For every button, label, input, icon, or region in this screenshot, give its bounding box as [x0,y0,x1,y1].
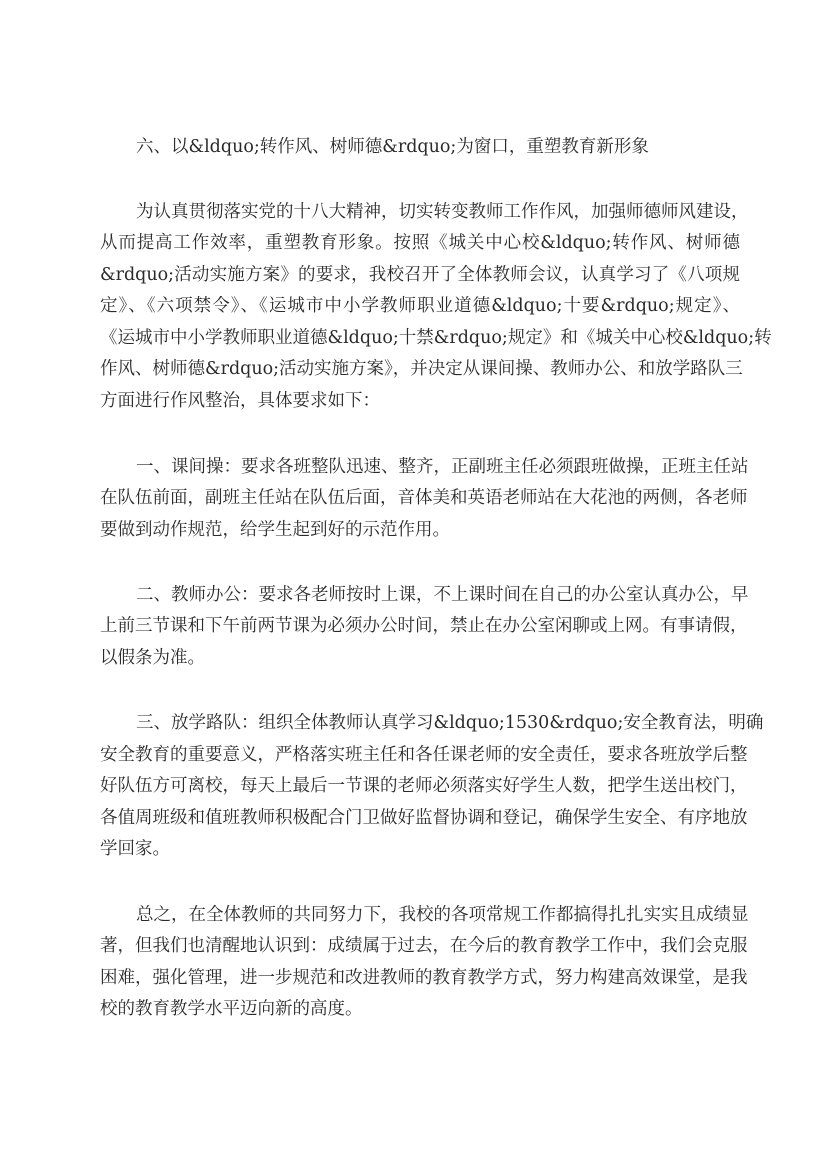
paragraph-1-line: 定》、《六项禁令》、《运城市中小学教师职业道德&ldquo;十要&rdquo;规定》、 [100,296,740,316]
paragraph-1-line: 作风、树师德&rdquo;活动实施方案》，并决定从课间操、教师办公、和放学路队三 [100,359,743,379]
paragraph-2-line: 一、课间操：要求各班整队迅速、整齐，正副班主任必须跟班做操，正班主任站 [136,457,749,477]
section-heading: 六、以&ldquo;转作风、树师德&rdquo;为窗口，重塑教育新形象 [136,137,649,157]
paragraph-1-line: 方面进行作风整治，具体要求如下： [100,391,380,411]
paragraph-5-line: 困难，强化管理，进一步规范和改进教师的教育教学方式，努力构建高效课堂，是我 [100,968,748,988]
paragraph-1-line: 《运城市中小学教师职业道德&ldquo;十禁&rdquo;规定》和《城关中心校&ldquo;转 [100,328,772,348]
paragraph-4-line: 各值周班级和值班教师积极配合门卫做好监督协调和登记，确保学生安全、有序地放 [100,808,748,828]
paragraph-4-line: 三、放学路队：组织全体教师认真学习&ldquo;1530&rdquo;安全教育法，明确 [136,713,764,733]
paragraph-4-line: 安全教育的重要意义，严格落实班主任和各任课老师的安全责任，要求各班放学后整 [100,745,748,765]
paragraph-3-line: 二、教师办公：要求各老师按时上课，不上课时间在自己的办公室认真办公，早 [136,585,749,605]
paragraph-4-line: 好队伍方可离校，每天上最后一节课的老师必须落实好学生人数，把学生送出校门， [100,776,748,796]
paragraph-1-line: &rdquo;活动实施方案》的要求，我校召开了全体教师会议，认真学习了《八项规 [100,265,740,285]
paragraph-1-line: 从而提高工作效率，重塑教育形象。按照《城关中心校&ldquo;转作风、树师德 [100,233,740,253]
paragraph-3-line: 以假条为准。 [100,648,205,668]
paragraph-4-line: 学回家。 [100,839,170,859]
paragraph-2-line: 在队伍前面，副班主任站在队伍后面，音体美和英语老师站在大花池的两侧，各老师 [100,488,748,508]
paragraph-5-line: 著，但我们也清醒地认识到：成绩属于过去，在今后的教育教学工作中，我们会克服 [100,936,748,956]
paragraph-1-line: 为认真贯彻落实党的十八大精神，切实转变教师工作作风，加强师德师风建设， [136,202,749,222]
paragraph-5-line: 总之，在全体教师的共同努力下，我校的各项常规工作都搞得扎扎实实且成绩显 [136,905,749,925]
paragraph-5-line: 校的教育教学水平迈向新的高度。 [100,999,363,1019]
paragraph-3-line: 上前三节课和下午前两节课为必须办公时间，禁止在办公室闲聊或上网。有事请假， [100,616,748,636]
paragraph-2-line: 要做到动作规范，给学生起到好的示范作用。 [100,520,450,540]
